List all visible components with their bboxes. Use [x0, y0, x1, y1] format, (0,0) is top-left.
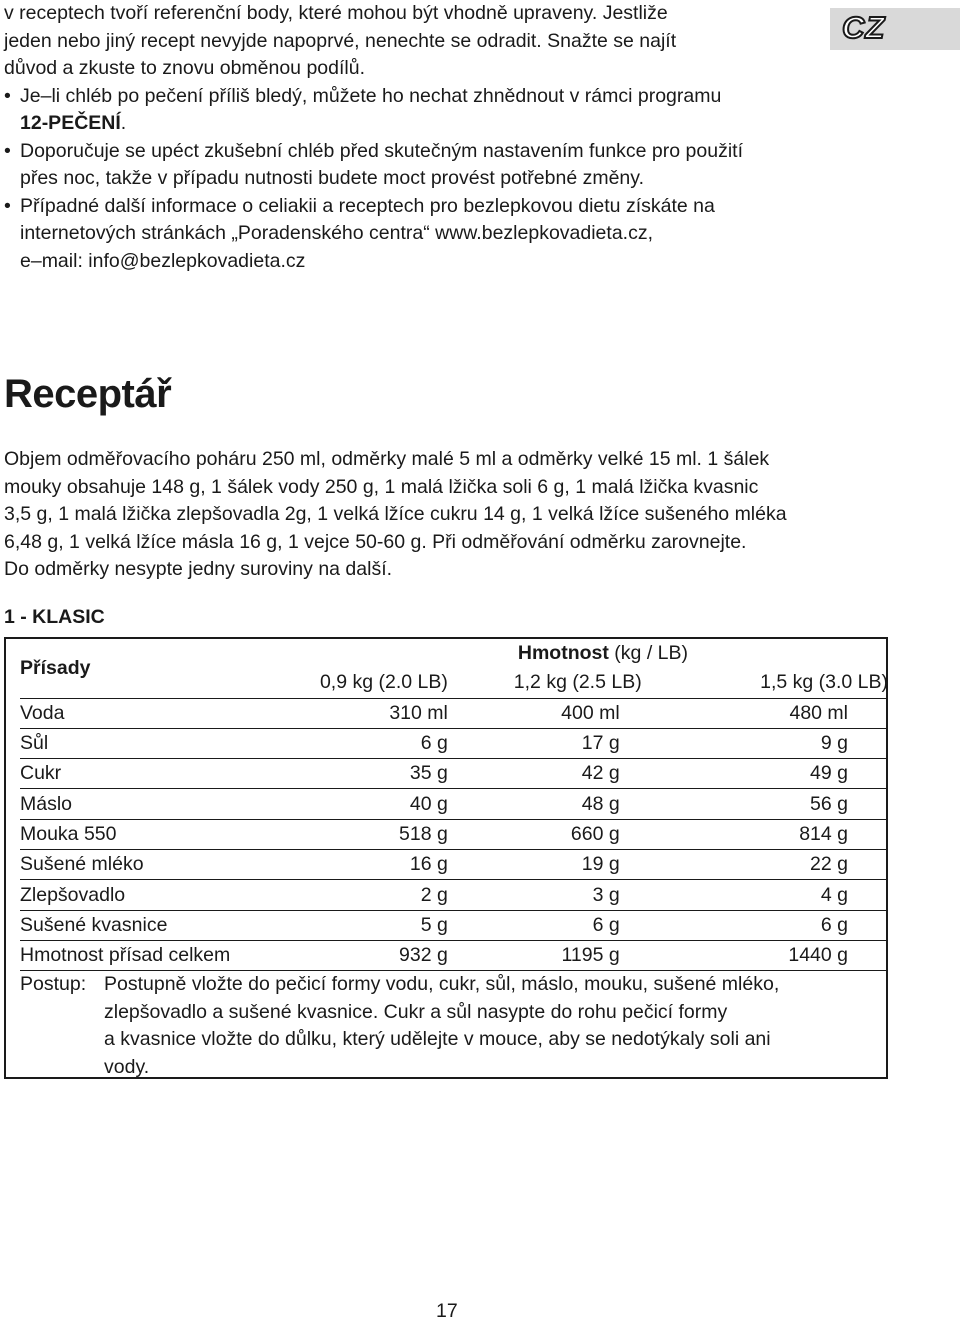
amount-cell: 6 g — [318, 728, 448, 758]
bullet-text: Případné další informace o celiakii a receptech pro bezlepkovou dietu získáte na — [20, 194, 715, 217]
page-heading: Receptář — [4, 372, 172, 416]
intro-text — [4, 0, 834, 275]
weight-header-unit: (kg / LB) — [608, 642, 688, 665]
recipe-box — [4, 637, 888, 1079]
amount-cell: 6 g — [448, 910, 650, 940]
table-row — [20, 819, 888, 849]
amount-cell: 480 ml — [650, 698, 888, 728]
bullet-continuation: přes noc, takže v případu nutnosti budete moct provést potřebné změny. — [20, 167, 644, 189]
program-name: 12-PEČENÍ — [20, 112, 121, 134]
procedure — [20, 971, 880, 1081]
bullet-item — [4, 193, 834, 221]
bullet-continuation: e–mail: info@bezlepkovadieta.cz — [20, 249, 306, 272]
size-header: 1,2 kg (2.5 LB) — [513, 671, 642, 694]
table-row — [20, 850, 888, 880]
procedure-line: zlepšovadlo a sušené kvasnice. Cukr a sůl nasypte do rohu pečicí formy — [104, 1000, 728, 1023]
amount-cell: 2 g — [318, 880, 448, 910]
intro-line: v receptech tvoří referenční body, které mohou být vhodně upraveny. Jestliže — [4, 2, 668, 24]
description-line: Do odměrky nesypte jedny suroviny na další. — [4, 558, 393, 580]
amount-cell: 3 g — [448, 880, 650, 910]
table-row — [20, 789, 888, 819]
ingredient-name: Cukr — [20, 759, 318, 789]
intro-line: jeden nebo jiný recept nevyjde napoprvé, nenechte se odradit. Snažte se najít — [4, 29, 677, 52]
amount-cell: 310 ml — [318, 698, 448, 728]
amount-cell: 1440 g — [650, 940, 888, 970]
bullet-text: Je–li chléb po pečení příliš bledý, můžete ho nechat zhnědnout v rámci programu — [20, 84, 722, 107]
bullet-text: . — [120, 112, 127, 134]
amount-cell: 6 g — [650, 910, 888, 940]
size-header: 0,9 kg (2.0 LB) — [319, 671, 448, 694]
table-row — [20, 759, 888, 789]
amount-cell: 49 g — [650, 759, 888, 789]
ingredient-name: Voda — [20, 698, 318, 728]
language-tab-label: CZ — [842, 10, 886, 45]
size-header: 1,5 kg (3.0 LB) — [760, 671, 888, 694]
ingredient-name: Máslo — [20, 789, 318, 819]
amount-cell: 56 g — [650, 789, 888, 819]
intro-line: důvod a zkuste to znovu obměnou podílů. — [4, 57, 365, 79]
procedure-text — [104, 971, 880, 1081]
ingredient-name: Sušené kvasnice — [20, 910, 318, 940]
amount-cell: 518 g — [318, 819, 448, 849]
description-line: 6,48 g, 1 velká lžíce másla 16 g, 1 vejce 50-60 g. Při odměřování odměrku zarovnejte. — [4, 530, 747, 553]
procedure-line: Postupně vložte do pečicí formy vodu, cukr, sůl, máslo, mouku, sušené mléko, — [104, 973, 780, 995]
procedure-line: a kvasnice vložte do důlku, který udělejte v mouce, aby se nedotýkaly soli ani — [104, 1028, 771, 1050]
amount-cell: 4 g — [650, 880, 888, 910]
amount-cell: 932 g — [318, 940, 448, 970]
weight-header-label: Hmotnost — [517, 642, 609, 665]
ingredient-name: Hmotnost přísad celkem — [20, 940, 318, 970]
weight-header — [318, 639, 888, 668]
bullet-item — [4, 138, 834, 166]
amount-cell: 40 g — [318, 789, 448, 819]
ingredient-name: Mouka 550 — [20, 819, 318, 849]
table-row — [20, 910, 888, 940]
page-number: 17 — [436, 1300, 458, 1322]
procedure-label: Postup: — [20, 973, 87, 995]
table-header-row — [20, 639, 888, 668]
bullet-continuation: internetových stránkách „Poradenského centra“ www.bezlepkovadieta.cz, — [20, 222, 653, 244]
table-row — [20, 880, 888, 910]
description-line: Objem odměřovacího poháru 250 ml, odměrky malé 5 ml a odměrky velké 15 ml. 1 šálek — [4, 448, 770, 470]
bullet-text: Doporučuje se upéct zkušební chléb před skutečným nastavením funkce pro použití — [20, 139, 743, 162]
table-row — [20, 728, 888, 758]
recipe-title: 1 - KLASIC — [4, 606, 105, 628]
ingredients-table — [20, 639, 888, 971]
amount-cell: 17 g — [448, 728, 650, 758]
amount-cell: 1195 g — [448, 940, 650, 970]
procedure-line: vody. — [104, 1055, 150, 1078]
amount-cell: 19 g — [448, 850, 650, 880]
amount-cell: 16 g — [318, 850, 448, 880]
amount-cell: 48 g — [448, 789, 650, 819]
description-line: 3,5 g, 1 malá lžička zlepšovadla 2g, 1 velká lžíce cukru 14 g, 1 velká lžíce sušeného mléka — [4, 503, 787, 525]
amount-cell: 400 ml — [448, 698, 650, 728]
amount-cell: 814 g — [650, 819, 888, 849]
table-row — [20, 698, 888, 728]
amount-cell: 660 g — [448, 819, 650, 849]
amount-cell: 42 g — [448, 759, 650, 789]
ingredients-header: Přísady — [20, 656, 91, 679]
amount-cell: 22 g — [650, 850, 888, 880]
table-row-total — [20, 940, 888, 970]
language-tab — [830, 8, 960, 50]
measurement-description — [4, 446, 904, 584]
ingredient-name: Sušené mléko — [20, 850, 318, 880]
bullet-item — [4, 83, 834, 111]
ingredient-name: Zlepšovadlo — [20, 880, 318, 910]
amount-cell: 35 g — [318, 759, 448, 789]
ingredient-name: Sůl — [20, 728, 318, 758]
description-line: mouky obsahuje 148 g, 1 šálek vody 250 g, 1 malá lžička soli 6 g, 1 malá lžička kvasnic — [4, 475, 759, 498]
bullet-continuation — [4, 110, 834, 138]
amount-cell: 9 g — [650, 728, 888, 758]
amount-cell: 5 g — [318, 910, 448, 940]
